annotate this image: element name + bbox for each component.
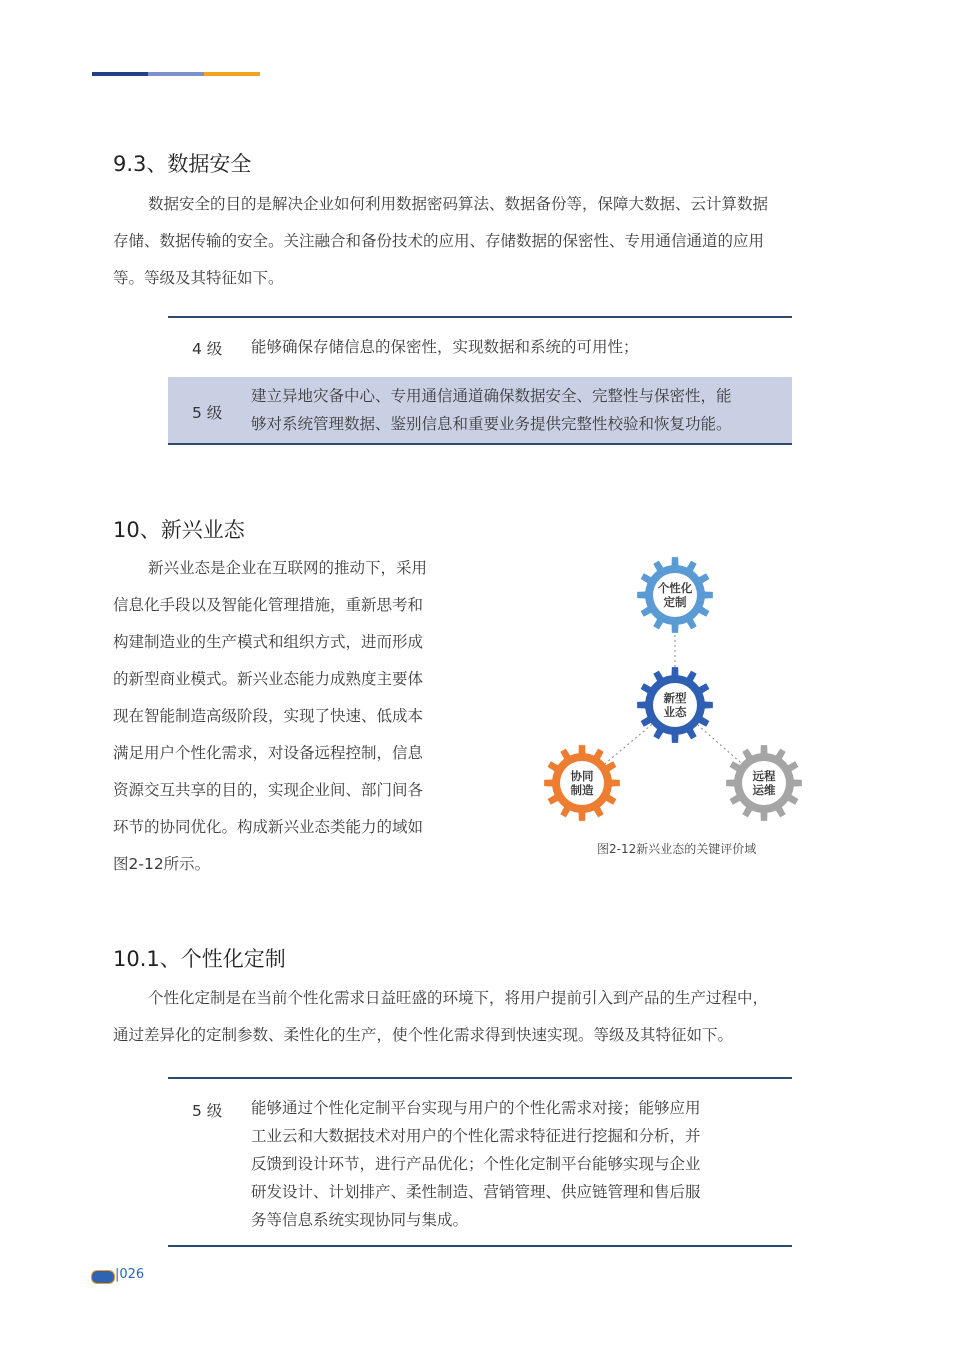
section-10-1-paragraph bbox=[113, 980, 768, 1054]
para-line: 的新型商业模式。新兴业态能力成熟度主要体 bbox=[113, 670, 424, 688]
para-line: 现在智能制造高级阶段，实现了快速、低成本 bbox=[113, 707, 424, 725]
gear-node bbox=[544, 745, 620, 821]
section-10-paragraph bbox=[113, 550, 427, 883]
para-line: 构建制造业的生产模式和组织方式，进而形成 bbox=[113, 633, 424, 651]
para-line: 信息化手段以及智能化管理措施，重新思考和 bbox=[113, 596, 424, 614]
gear-node bbox=[726, 745, 802, 821]
gear-node bbox=[637, 557, 713, 633]
para-line: 数据安全的目的是解决企业如何利用数据密码算法、数据备份等，保障大数据、云计算数据 bbox=[148, 195, 769, 213]
header-accent-bar bbox=[92, 72, 260, 76]
table-bottom-rule bbox=[168, 1245, 792, 1247]
gear-label: 个性化 bbox=[657, 581, 693, 595]
para-line: 满足用户个性化需求，对设备远程控制，信息 bbox=[113, 744, 424, 762]
accent-segment-dark-blue bbox=[92, 72, 148, 76]
level-description bbox=[251, 382, 732, 438]
table-bottom-rule bbox=[168, 443, 792, 445]
gear-diagram bbox=[530, 545, 820, 835]
para-line: 环节的协同优化。构成新兴业态类能力的域如 bbox=[113, 818, 424, 836]
level-line: 反馈到设计环节，进行产品优化；个性化定制平台能够实现与企业 bbox=[251, 1155, 701, 1173]
para-line: 等。等级及其特征如下。 bbox=[113, 269, 284, 287]
figure-caption: 图2-12新兴业态的关键评价域 bbox=[597, 842, 757, 856]
para-line: 新兴业态是企业在互联网的推动下，采用 bbox=[148, 559, 428, 577]
level-description bbox=[251, 1094, 701, 1234]
level-label: 5 级 bbox=[192, 1102, 223, 1120]
level-label: 5 级 bbox=[192, 404, 223, 422]
level-line: 建立异地灾备中心、专用通信通道确保数据安全、完整性与保密性，能 bbox=[251, 387, 732, 405]
level-line: 工业云和大数据技术对用户的个性化需求特征进行挖掘和分析，并 bbox=[251, 1127, 701, 1145]
section-title-10: 10、新兴业态 bbox=[113, 518, 245, 542]
accent-segment-orange bbox=[204, 72, 260, 76]
accent-segment-light-blue bbox=[148, 72, 204, 76]
gear-label: 业态 bbox=[663, 705, 687, 719]
page-number: |026 bbox=[115, 1267, 145, 1282]
para-line: 存储、数据传输的安全。关注融合和备份技术的应用、存储数据的保密性、专用通信通道的应用 bbox=[113, 232, 765, 250]
section-title-9-3: 9.3、数据安全 bbox=[113, 152, 252, 176]
para-line: 个性化定制是在当前个性化需求日益旺盛的环境下，将用户提前引入到产品的生产过程中， bbox=[148, 989, 769, 1007]
para-line: 通过差异化的定制参数、柔性化的生产，使个性化需求得到快速实现。等级及其特征如下。 bbox=[113, 1026, 734, 1044]
para-line: 资源交互共享的目的，实现企业间、部门间各 bbox=[113, 781, 424, 799]
gear-label: 远程 bbox=[752, 769, 776, 783]
gear-label: 运维 bbox=[752, 783, 776, 797]
section-title-10-1: 10.1、个性化定制 bbox=[113, 947, 286, 971]
gear-label: 新型 bbox=[663, 691, 687, 705]
level-description: 能够确保存储信息的保密性，实现数据和系统的可用性； bbox=[251, 338, 639, 356]
section-9-3-paragraph bbox=[113, 186, 768, 297]
gear-label: 定制 bbox=[663, 595, 687, 609]
para-line: 图2-12所示。 bbox=[113, 855, 211, 873]
table-top-rule bbox=[168, 316, 792, 318]
level-line: 能够通过个性化定制平台实现与用户的个性化需求对接；能够应用 bbox=[251, 1099, 701, 1117]
table-top-rule bbox=[168, 1077, 792, 1079]
gear-label: 协同 bbox=[570, 769, 594, 783]
level-line: 够对系统管理数据、鉴别信息和重要业务提供完整性校验和恢复功能。 bbox=[251, 415, 732, 433]
level-line: 研发设计、计划排产、柔性制造、营销管理、供应链管理和售后服 bbox=[251, 1183, 701, 1201]
level-line: 务等信息系统实现协同与集成。 bbox=[251, 1211, 469, 1229]
level-label: 4 级 bbox=[192, 340, 223, 358]
gear-label: 制造 bbox=[570, 783, 594, 797]
gear-node bbox=[637, 667, 713, 743]
publisher-logo bbox=[91, 1270, 115, 1284]
